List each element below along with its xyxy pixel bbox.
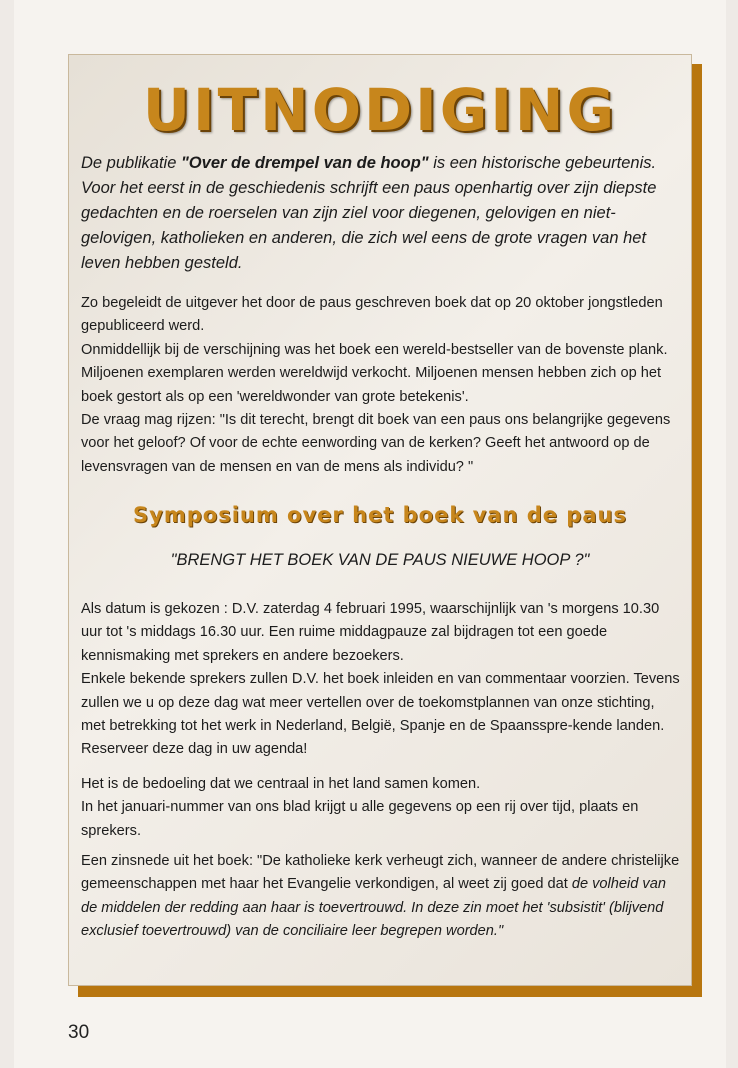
symposium-question: "BRENGT HET BOEK VAN DE PAUS NIEUWE HOOP ?" bbox=[170, 551, 590, 569]
quote-paragraph bbox=[81, 850, 681, 944]
location-paragraph bbox=[81, 773, 681, 843]
intro-post: is een historische gebeurtenis. Voor het eerst in de geschiedenis schrijft een paus openhartig over zijn diepste gedachten en de roerselen van zijn ziel voor diegenen, gelovigen en niet-gelovigen, katholieken en anderen, die zich wel eens de grote vragen van het leven hebben gesteld. bbox=[81, 154, 657, 272]
text-line: Onmiddellijk bij de verschijning was het boek een wereld-bestseller van de bovenste plank. Miljoenen exemplaren werden wereldwijd verkocht. Miljoenen mensen hebben zich op het boek gestort als op een 'wereldwonder van grote betekenis'. bbox=[81, 341, 668, 405]
intro-paragraph bbox=[81, 151, 681, 276]
invitation-card bbox=[68, 54, 692, 986]
quote-normal: Een zinsnede uit het boek: "De katholieke kerk verheugt zich, wanneer de andere christelijke gemeenschappen met haar het Evangelie verkondigen, al weet zij goed dat bbox=[81, 853, 680, 893]
book-title: "Over de drempel van de hoop" bbox=[180, 154, 429, 172]
text-line: Zo begeleidt de uitgever het door de paus geschreven boek dat op 20 oktober jongstleden gepubliceerd werd. bbox=[81, 295, 663, 335]
page-title: UITNODIGING bbox=[142, 76, 618, 144]
text-line: Als datum is gekozen : D.V. zaterdag 4 februari 1995, waarschijnlijk van 's morgens 10.30 uur tot 's middags 16.30 uur. Een ruime middagpauze zal bijdragen tot een goede kennismaking met sprekers en andere bezoekers. bbox=[81, 601, 660, 664]
text-line: In het januari-nummer van ons blad krijgt u alle gegevens op een rij over tijd, plaats en sprekers. bbox=[81, 799, 639, 839]
quote-italic: de volheid van de middelen der redding aan haar is toevertrouwd. In deze zin moet het 'subsistit' (blijvend exclusief toevertrouwd) van de conciliaire leer begrepen worden." bbox=[81, 876, 666, 940]
page-number: 30 bbox=[68, 1022, 90, 1043]
text-line: Het is de bedoeling dat we centraal in het land samen komen. bbox=[81, 776, 481, 792]
symposium-heading: Symposium over het boek van de paus bbox=[133, 503, 627, 527]
text-line: De vraag mag rijzen: "Is dit terecht, brengt dit boek van een paus ons belangrijke gegevens voor het geloof? Of voor de echte eenwording van de kerken? Geeft het antwoord op de levensvragen van de mensen en van de mens als individu? " bbox=[81, 412, 671, 475]
intro-pre: De publikatie bbox=[81, 154, 181, 172]
publisher-paragraph bbox=[81, 292, 681, 479]
date-paragraph bbox=[81, 598, 681, 762]
text-line: Enkele bekende sprekers zullen D.V. het boek inleiden en van commentaar voorzien. Tevens zullen we u op deze dag wat meer vertellen over de toekomstplannen van onze stichting, met betrekking tot het werk in Nederland, België, Spanje en de Spaansspre-kende landen. Reserveer deze dag in uw agenda! bbox=[81, 671, 680, 758]
